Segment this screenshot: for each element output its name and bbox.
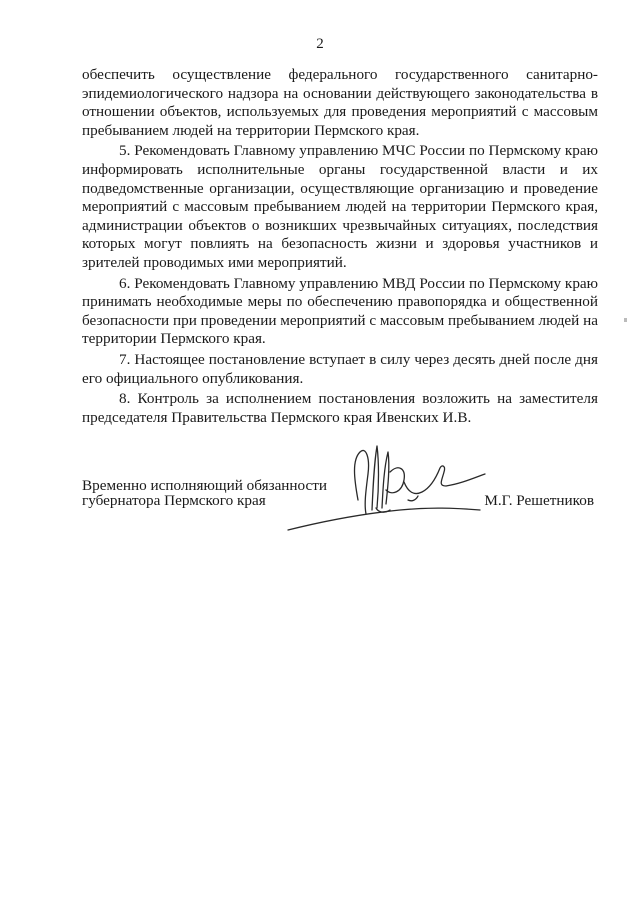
signatory-position	[82, 478, 327, 508]
paragraph-item-5: 5. Рекомендовать Главному управлению МЧС России по Пермскому краю информировать исполнительные органы государственной власти и их подведомственные организации, осуществляющие организацию и проведение мероприятий с массовым пребыванием людей на территории Пермского края, администрации объектов о возникших чрезвычайных ситуациях, последствия которых могут повлиять на безопасность жизни и здоровья участников и зрителей проводимых ими мероприятий.	[82, 142, 598, 271]
paragraph-item-8: 8. Контроль за исполнением постановления возложить на заместителя председателя Правительства Пермского края Ивенских И.В.	[82, 390, 598, 426]
position-line-2: губернатора Пермского края	[82, 492, 266, 509]
paragraph-item-7: 7. Настоящее постановление вступает в силу через десять дней после дня его официального опубликования.	[82, 350, 598, 387]
paragraph-item-6: 6. Рекомендовать Главному управлению МВД России по Пермскому краю принимать необходимые меры по обеспечению правопорядка и общественной безопасности при проведении мероприятий с массовым пребыванием людей на территории Пермского края.	[82, 274, 598, 348]
position-line-1: Временно исполняющий обязанности	[82, 477, 328, 494]
document-body	[82, 66, 598, 427]
paragraph-continuation: обеспечить осуществление федерального государственного санитарно-эпидемиологического надзора на основании действующего законодательства в отношении объектов, используемых для проведения мероприятий с массовым пребыванием людей на территории Пермского края.	[82, 66, 598, 139]
scan-artifact	[624, 318, 627, 322]
page-number: 2	[316, 36, 324, 52]
signatory-name: М.Г. Решетников	[484, 492, 594, 509]
